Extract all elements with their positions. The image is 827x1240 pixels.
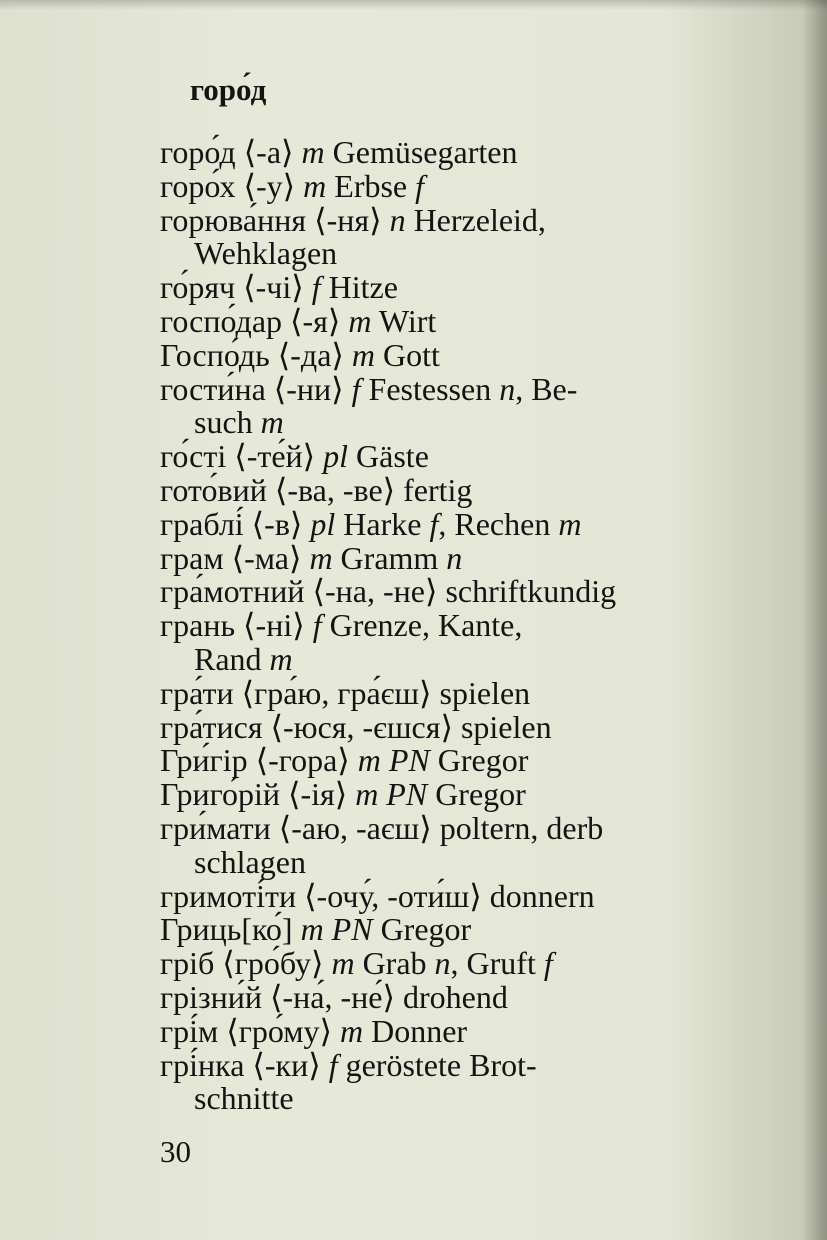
entry-translation: Gregor (427, 776, 526, 813)
dictionary-entry (160, 167, 790, 204)
page-shadow (0, 0, 827, 10)
entry-headword: грі́нка ⟨-ки⟩ (160, 1046, 329, 1083)
grammar-label: f (415, 167, 425, 204)
entry-translation: Gregor (429, 742, 529, 779)
entry-continuation (160, 1082, 790, 1116)
entry-headword: госпо́дар ⟨-я⟩ (160, 302, 349, 339)
entry-headword: грізни́й ⟨-на́, -не́⟩ drohend (160, 978, 508, 1015)
entry-continuation (160, 843, 790, 880)
entry-headword: горо́д ⟨-а⟩ (160, 134, 302, 170)
entry-headword: грам ⟨-ма⟩ (160, 539, 310, 576)
entry-continuation (160, 406, 790, 440)
entry-headword: Григо́рій ⟨-ія⟩ (160, 776, 356, 813)
dictionary-entry (160, 674, 790, 711)
grammar-label: m (260, 404, 284, 441)
grammar-label: f (543, 945, 553, 982)
entry-headword: гріб ⟨гро́бу⟩ (160, 945, 332, 982)
dictionary-entry (160, 271, 790, 305)
entry-translation: Festessen (360, 370, 500, 407)
dictionary-entry (160, 978, 790, 1015)
dictionary-entry (160, 440, 790, 474)
dictionary-entry (160, 539, 790, 576)
dictionary-entry (160, 302, 790, 339)
dictionary-entry (160, 336, 790, 373)
entry-translation: Grab (354, 945, 435, 982)
grammar-label: pl (310, 505, 336, 542)
entry-headword: гра́тися ⟨-юся, -єшся⟩ spielen (160, 708, 552, 745)
grammar-label: m (269, 640, 293, 677)
entry-translation: Herzeleid, (405, 201, 546, 238)
entry-headword: гри́мати ⟨-аю, -аєш⟩ poltern, derb (160, 809, 604, 846)
page-number: 30 (160, 1134, 191, 1169)
dictionary-entry (160, 370, 790, 441)
entry-headword: грань ⟨-ні⟩ (160, 607, 313, 644)
grammar-label: n (499, 370, 516, 407)
grammar-label: n (389, 201, 406, 238)
dictionary-entry (160, 809, 790, 880)
entry-translation: , Be- (515, 370, 578, 407)
entry-translation: Gemüsegarten (324, 134, 518, 170)
entry-headword: горюва́ння ⟨-ня⟩ (160, 201, 390, 238)
entry-headword: гра́мотний ⟨-на, -не⟩ schriftkundig (160, 573, 617, 610)
entry-headword: гримоті́ти ⟨-очу́, -оти́ш⟩ donnern (160, 877, 595, 914)
dictionary-entry (160, 609, 790, 677)
grammar-label: m PN (355, 776, 428, 813)
entry-translation: Donner (363, 1012, 468, 1049)
dictionary-entry (160, 947, 790, 981)
entry-translation: Harke (335, 505, 430, 542)
grammar-label: m PN (357, 742, 430, 779)
entry-translation: Gott (374, 336, 440, 373)
continuation-text: schnitte (194, 1080, 294, 1117)
entry-translation: , Rechen (438, 505, 559, 542)
grammar-label: n (434, 945, 451, 982)
grammar-label: m (331, 945, 355, 982)
entry-headword: грі́м ⟨гро́му⟩ (160, 1012, 340, 1049)
dictionary-entry (160, 1012, 790, 1049)
grammar-label: m (309, 539, 333, 576)
entry-translation: Hitze (320, 269, 398, 306)
grammar-label: m (301, 134, 325, 170)
entry-headword: граблі́ ⟨-в⟩ (160, 505, 311, 542)
continuation-text: such (194, 404, 261, 441)
entry-headword: го́ряч ⟨-чі⟩ (160, 269, 312, 306)
dictionary-entry (160, 136, 790, 170)
dictionary-entry (160, 877, 790, 914)
entry-headword: гото́вий ⟨-ва, -ве⟩ fertig (160, 471, 473, 508)
grammar-label: f (311, 269, 321, 306)
guide-word: горо́д (190, 72, 267, 107)
entry-headword: Гри́гір ⟨-гора⟩ (160, 742, 358, 779)
dictionary-entry (160, 471, 790, 508)
dictionary-entry (160, 201, 790, 272)
dictionary-entry (160, 575, 790, 609)
entry-continuation (160, 640, 790, 677)
grammar-label: f (312, 607, 322, 644)
grammar-label: m PN (300, 911, 373, 948)
grammar-label: m (340, 1012, 364, 1049)
grammar-label: m (351, 336, 375, 373)
grammar-label: n (446, 539, 463, 576)
entry-headword: гости́на ⟨-ни⟩ (160, 370, 352, 407)
grammar-label: m (558, 505, 582, 542)
grammar-label: pl (323, 438, 349, 475)
entry-translation: , Gruft (450, 945, 544, 982)
dictionary-entry (160, 913, 790, 947)
entry-list (160, 136, 790, 1116)
grammar-label: f (351, 370, 361, 407)
grammar-label: f (429, 505, 439, 542)
entry-headword: горо́х ⟨-у⟩ (160, 167, 304, 204)
dictionary-entry (160, 505, 790, 542)
entry-headword: го́сті ⟨-те́й⟩ (160, 438, 324, 475)
entry-translation: Erbse (326, 167, 416, 204)
entry-continuation (160, 237, 790, 271)
dictionary-entry (160, 708, 790, 745)
entry-translation: geröstete Brot- (337, 1046, 537, 1083)
entry-translation: Wirt (371, 302, 437, 339)
entry-translation: Gramm (332, 539, 447, 576)
entry-headword: Гриць[ко́] (160, 911, 301, 948)
entry-translation: Gäste (348, 438, 429, 475)
continuation-text: Rand (194, 640, 270, 677)
entry-headword: Госпо́дь ⟨-да⟩ (160, 336, 352, 373)
continuation-text: schlagen (194, 843, 306, 880)
continuation-text: Wehklagen (194, 235, 338, 272)
grammar-label: f (328, 1046, 338, 1083)
dictionary-entry (160, 744, 790, 778)
entry-translation: Grenze, Kante, (321, 607, 523, 644)
grammar-label: m (303, 167, 327, 204)
grammar-label: m (348, 302, 372, 339)
dictionary-entry (160, 1046, 790, 1117)
entry-translation: Gregor (372, 911, 472, 948)
entry-headword: гра́ти ⟨гра́ю, гра́єш⟩ spielen (160, 674, 531, 711)
dictionary-entry (160, 778, 790, 812)
